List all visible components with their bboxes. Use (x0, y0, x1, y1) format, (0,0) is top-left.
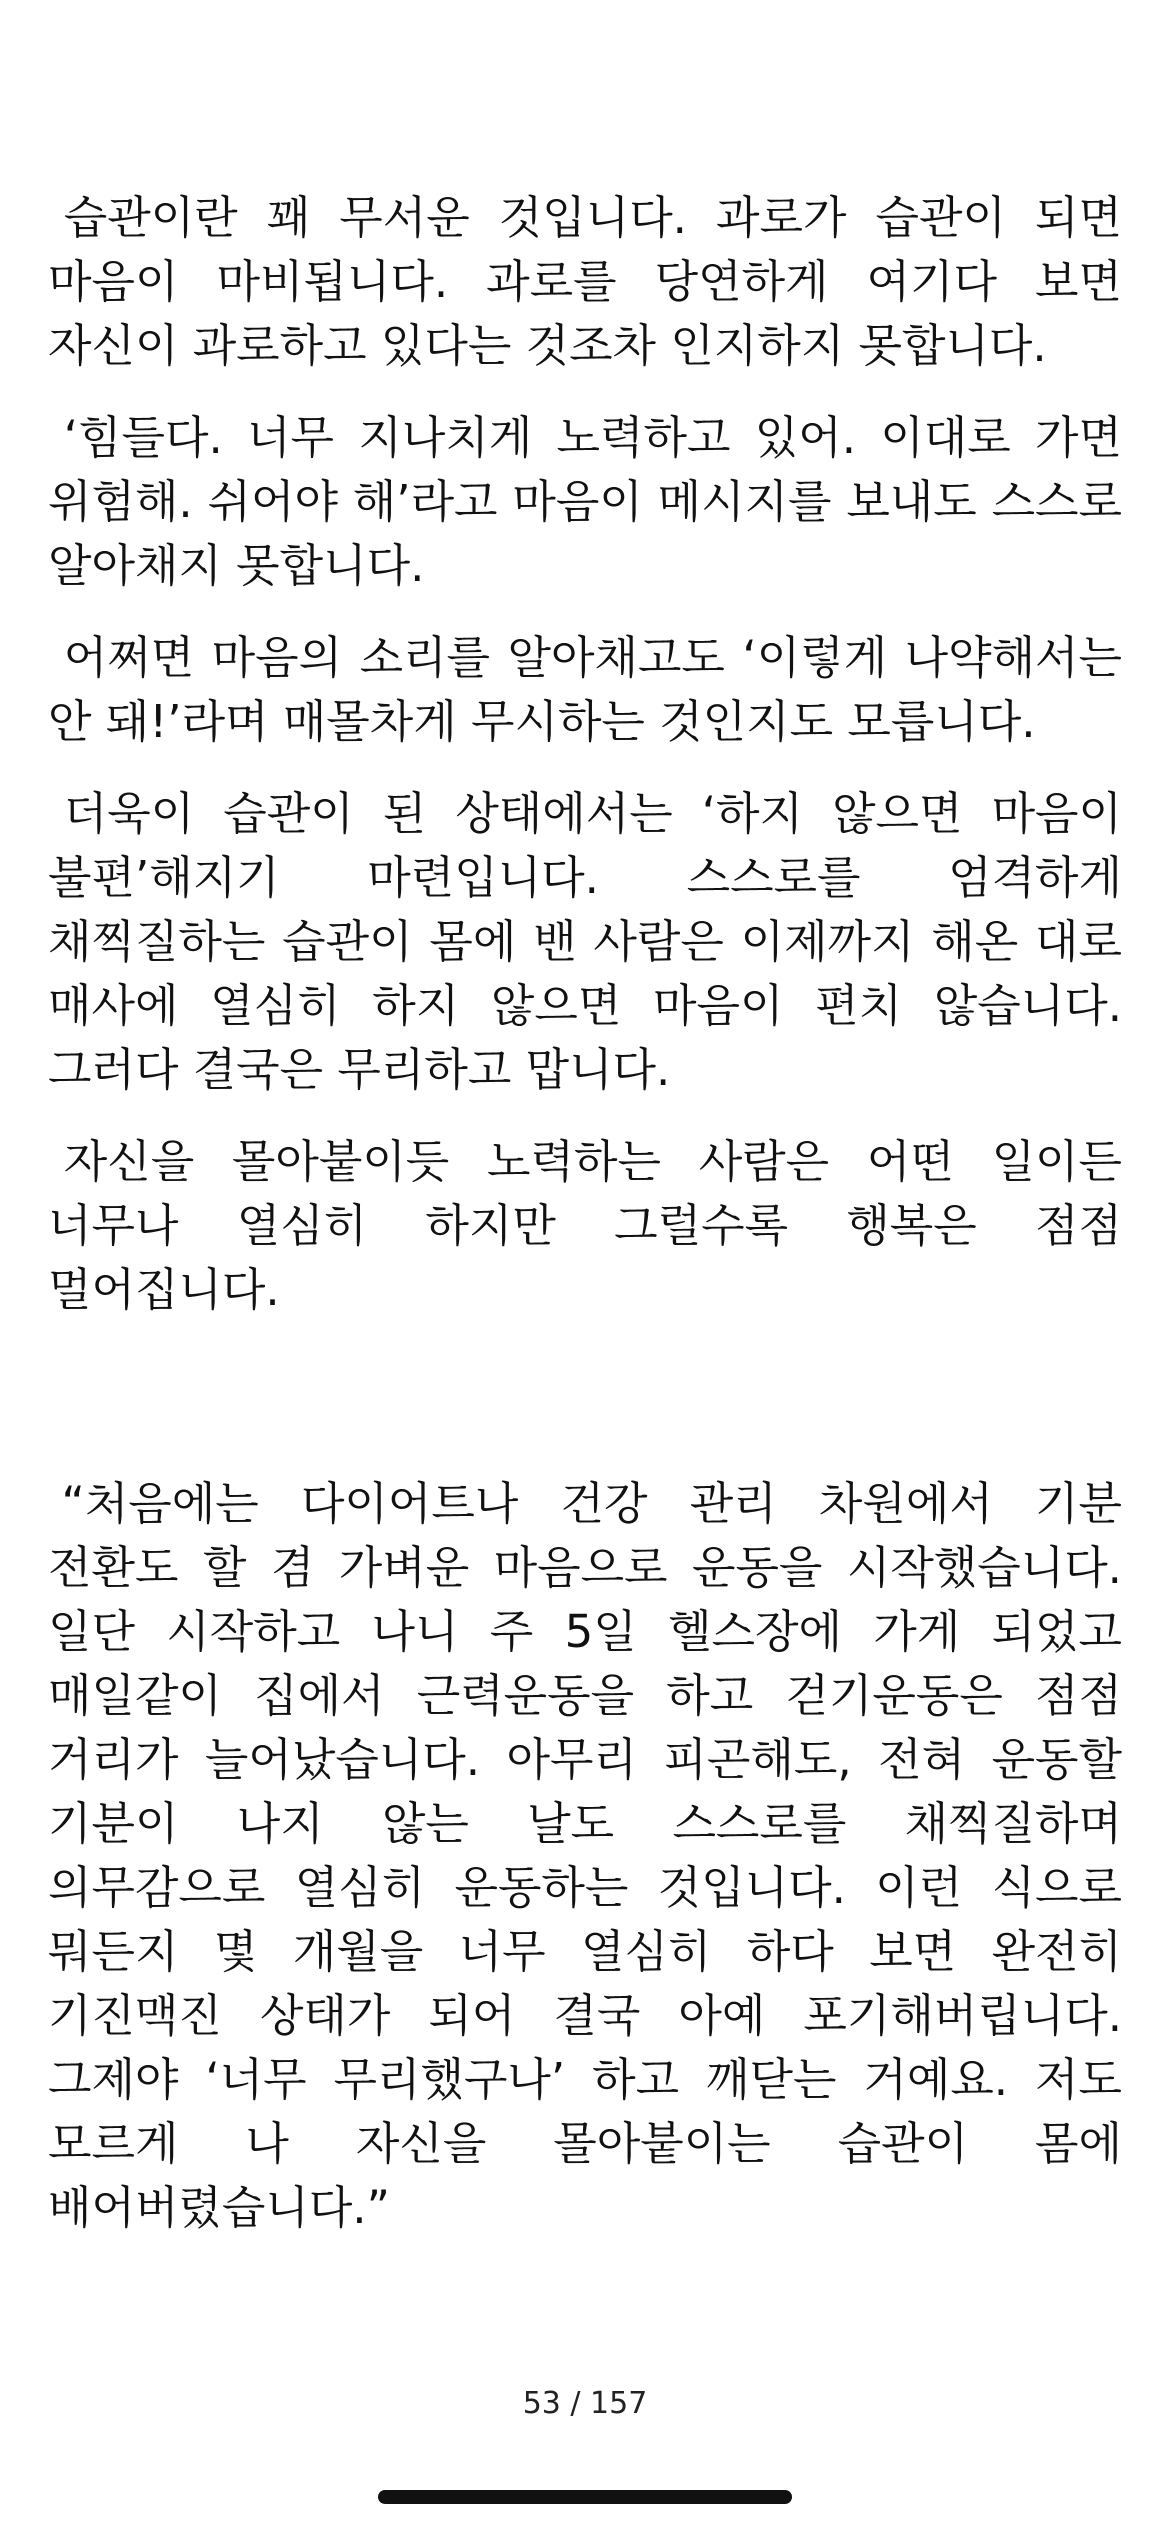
page-indicator: 53 / 157 (522, 2386, 648, 2421)
paragraph-5: 자신을 몰아붙이듯 노력하는 사람은 어떤 일이든 너무나 열심히 하지만 그럴수록 행복은 점점 멀어집니다. (48, 1135, 1122, 1316)
quote-paragraph: “처음에는 다이어트나 건강 관리 차원에서 기분 전환도 할 겸 가벼운 마음으로 운동을 시작했습니다. 일단 시작하고 나니 주 5일 헬스장에 가게 되었고 매일같이 집에서 근력운동을 하고 걷기운동은 점점 거리가 늘어났습니다. 아무리 피곤해도, 전혀 운동할 기분이 나지 않는 날도 스스로를 채찍질하며 의무감으로 열심히 운동하는 것입니다. 이런 식으로 뭐든지 몇 개월을 너무 열심히 하다 보면 완전히 기진맥진 상태가 되어 결국 아예 포기해버립니다. 그제야 ‘너무 무리했구나’ 하고 깨닫는 거예요. 저도 모르게 나 자신을 몰아붙이는 습관이 몸에 배어버렸습니다.” (48, 1477, 1122, 2234)
reader-page[interactable] (48, 186, 1122, 2240)
paragraph-2: ‘힘들다. 너무 지나치게 노력하고 있어. 이대로 가면 위험해. 쉬어야 해’라고 마음이 메시지를 보내도 스스로 알아채지 못합니다. (48, 411, 1122, 592)
home-indicator-bar[interactable] (378, 2490, 792, 2504)
paragraph-1: 습관이란 꽤 무서운 것입니다. 과로가 습관이 되면 마음이 마비됩니다. 과로를 당연하게 여기다 보면 자신이 과로하고 있다는 것조차 인지하지 못합니다. (48, 191, 1122, 372)
paragraph-4: 더욱이 습관이 된 상태에서는 ‘하지 않으면 마음이 불편’해지기 마련입니다. 스스로를 엄격하게 채찍질하는 습관이 몸에 밴 사람은 이제까지 해온 대로 매사에 열심히 하지 않으면 마음이 편치 않습니다. 그러다 결국은 무리하고 맙니다. (48, 787, 1122, 1096)
paragraph-3: 어쩌면 마음의 소리를 알아채고도 ‘이렇게 나약해서는 안 돼!’라며 매몰차게 무시하는 것인지도 모릅니다. (48, 631, 1122, 748)
